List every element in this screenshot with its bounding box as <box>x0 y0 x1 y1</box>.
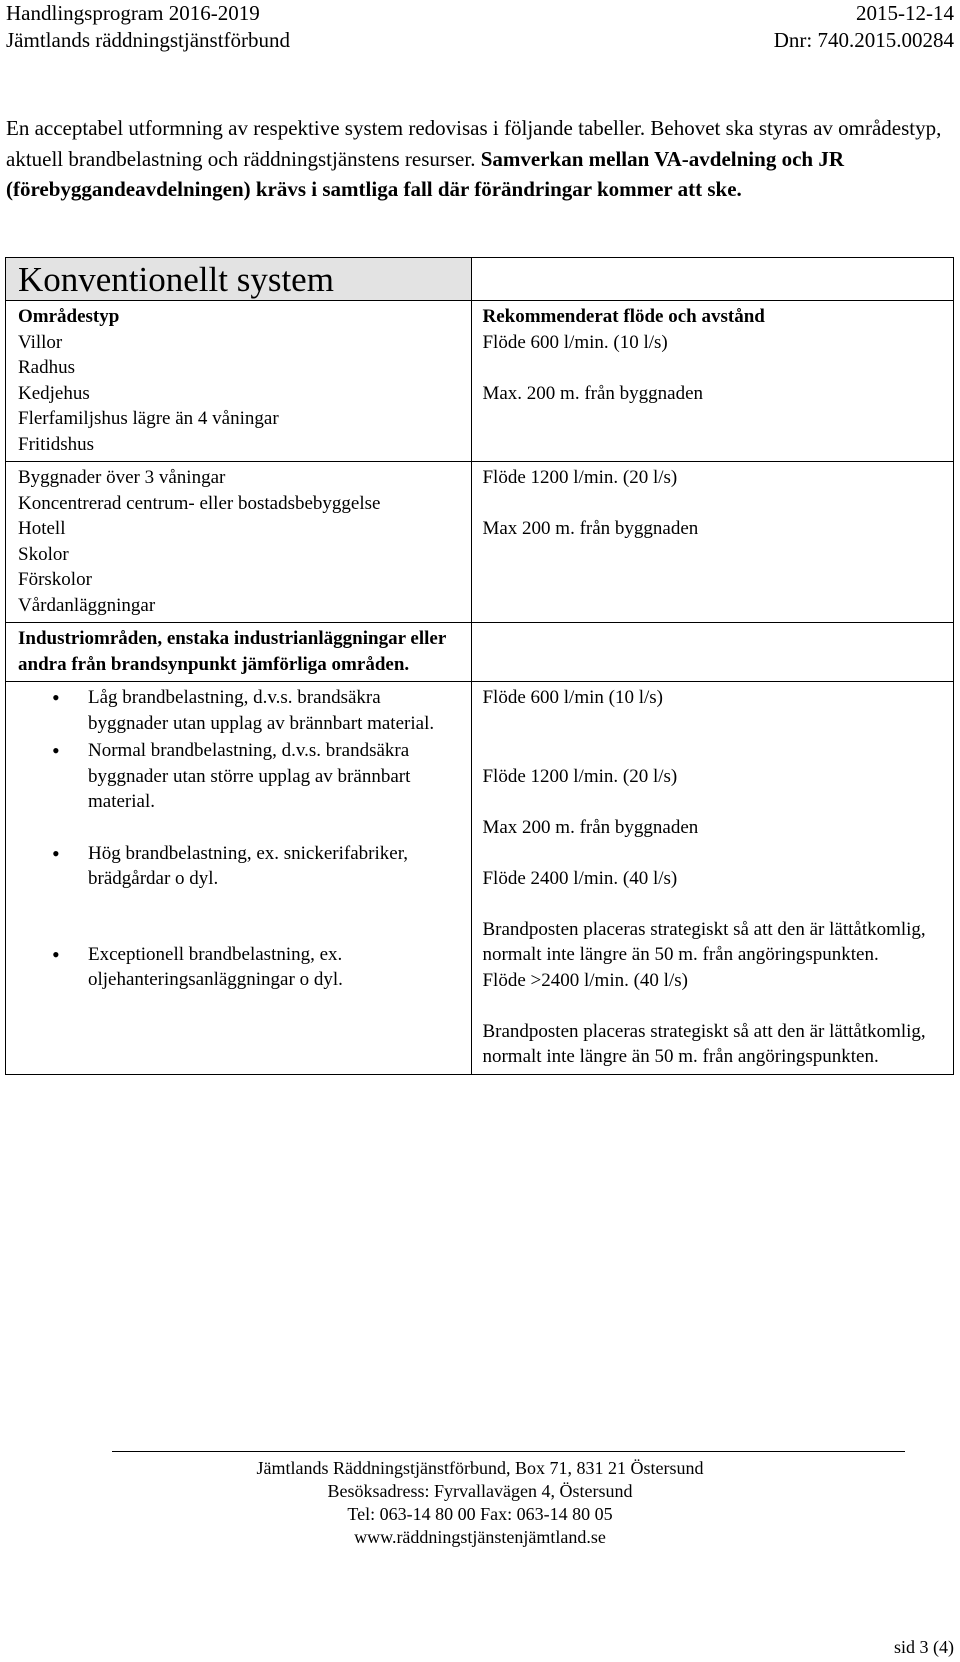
intro-paragraph <box>6 113 954 205</box>
list-item: Byggnader över 3 våningar <box>18 467 226 488</box>
group3-heading-empty-cell <box>472 623 954 682</box>
list-item: Villor <box>18 331 63 353</box>
list-item: Kedjehus <box>18 382 90 404</box>
footer-phone: Tel: 063-14 80 00 Fax: 063-14 80 05 <box>347 1504 613 1524</box>
flow-value: Flöde 600 l/min. (10 l/s) <box>482 331 668 353</box>
exceptional-load-item: • Exceptionell brandbelastning, ex. oljehanteringsanläggningar o dyl. <box>88 942 461 993</box>
exceptional-note: Brandposten placeras strategiskt så att den är lättåtkomlig, normalt inte längre än 50 m. från angöringspunkten. <box>482 1020 926 1067</box>
list-item: Koncentrerad centrum- eller bostadsbebyggelse <box>18 492 381 514</box>
distance-value: Max 200 m. från byggnaden <box>482 518 699 539</box>
low-flow-value: Flöde 600 l/min (10 l/s) <box>482 687 663 708</box>
group3-heading-cell <box>6 623 472 682</box>
intro-text: En acceptabel utformning av respektive system redovisas i följande tabeller. Behovet ska styras av områdestyp, aktuell brandbelastning och räddningstjänstens resurser. <box>6 116 942 171</box>
high-note: Brandposten placeras strategiskt så att den är lättåtkomlig, normalt inte längre än 50 m. från angöringspunkten. <box>482 918 926 965</box>
list-item: Skolor <box>18 543 69 565</box>
list-item: Förskolor <box>18 569 92 590</box>
list-item: Vårdanläggningar <box>18 594 156 616</box>
flow-value: Flöde 1200 l/min. (20 l/s) <box>482 467 678 488</box>
program-title: Handlingsprogram 2016-2019 <box>6 1 260 25</box>
document-number: Dnr: 740.2015.00284 <box>773 28 954 52</box>
footer-address: Jämtlands Räddningstjänstförbund, Box 71, 831 21 Östersund <box>256 1458 704 1478</box>
list-item: Flerfamiljshus lägre än 4 våningar <box>18 408 279 429</box>
intro-bold-text: Samverkan mellan VA-avdelning och JR (förebyggandeavdelningen) krävs i samtliga fall där förändringar kommer att ske. <box>6 146 844 201</box>
group1-types-cell <box>6 301 472 462</box>
normal-flow-value: Flöde 1200 l/min. (20 l/s) <box>482 765 678 787</box>
normal-load-item: • Normal brandbelastning, d.v.s. brandsäkra byggnader utan större upplag av brännbart material. <box>88 738 461 815</box>
group3-load-cell <box>6 682 472 1075</box>
conventional-system-table <box>5 257 954 1075</box>
low-load-item: • Låg brandbelastning, d.v.s. brandsäkra byggnader utan upplag av brännbart material. <box>88 685 461 736</box>
list-item: Hotell <box>18 518 66 539</box>
distance-value: Max. 200 m. från byggnaden <box>482 382 704 404</box>
exceptional-flow-value: Flöde >2400 l/min. (40 l/s) <box>482 969 688 991</box>
organization-name: Jämtlands räddningstjänstförbund <box>6 28 291 52</box>
footer-divider <box>112 1451 905 1452</box>
document-date: 2015-12-14 <box>856 1 954 25</box>
col1-header: Områdestyp <box>18 306 120 327</box>
table-title-cell <box>6 258 472 301</box>
high-load-item: • Hög brandbelastning, ex. snickerifabriker, brädgårdar o dyl. <box>88 841 461 892</box>
normal-distance-value: Max 200 m. från byggnaden <box>482 816 699 838</box>
footer-website: www.räddningstjänstenjämtland.se <box>354 1527 606 1547</box>
group2-types-cell <box>6 462 472 623</box>
table-title: Konventionellt system <box>18 260 334 299</box>
group1-flow-cell <box>472 301 954 462</box>
list-item: Fritidshus <box>18 433 95 455</box>
high-flow-value: Flöde 2400 l/min. (40 l/s) <box>482 867 678 889</box>
col2-header: Rekommenderat flöde och avstånd <box>482 306 765 327</box>
table-title-empty-cell <box>472 258 954 301</box>
group2-flow-cell <box>472 462 954 623</box>
page-number: sid 3 (4) <box>894 1637 954 1657</box>
industry-heading: Industriområden, enstaka industrianläggningar eller andra från brandsynpunkt jämförliga områden. <box>18 628 446 675</box>
list-item: Radhus <box>18 357 75 378</box>
footer-visit-address: Besöksadress: Fyrvallavägen 4, Östersund <box>327 1481 633 1501</box>
group3-flow-cell <box>472 682 954 1075</box>
